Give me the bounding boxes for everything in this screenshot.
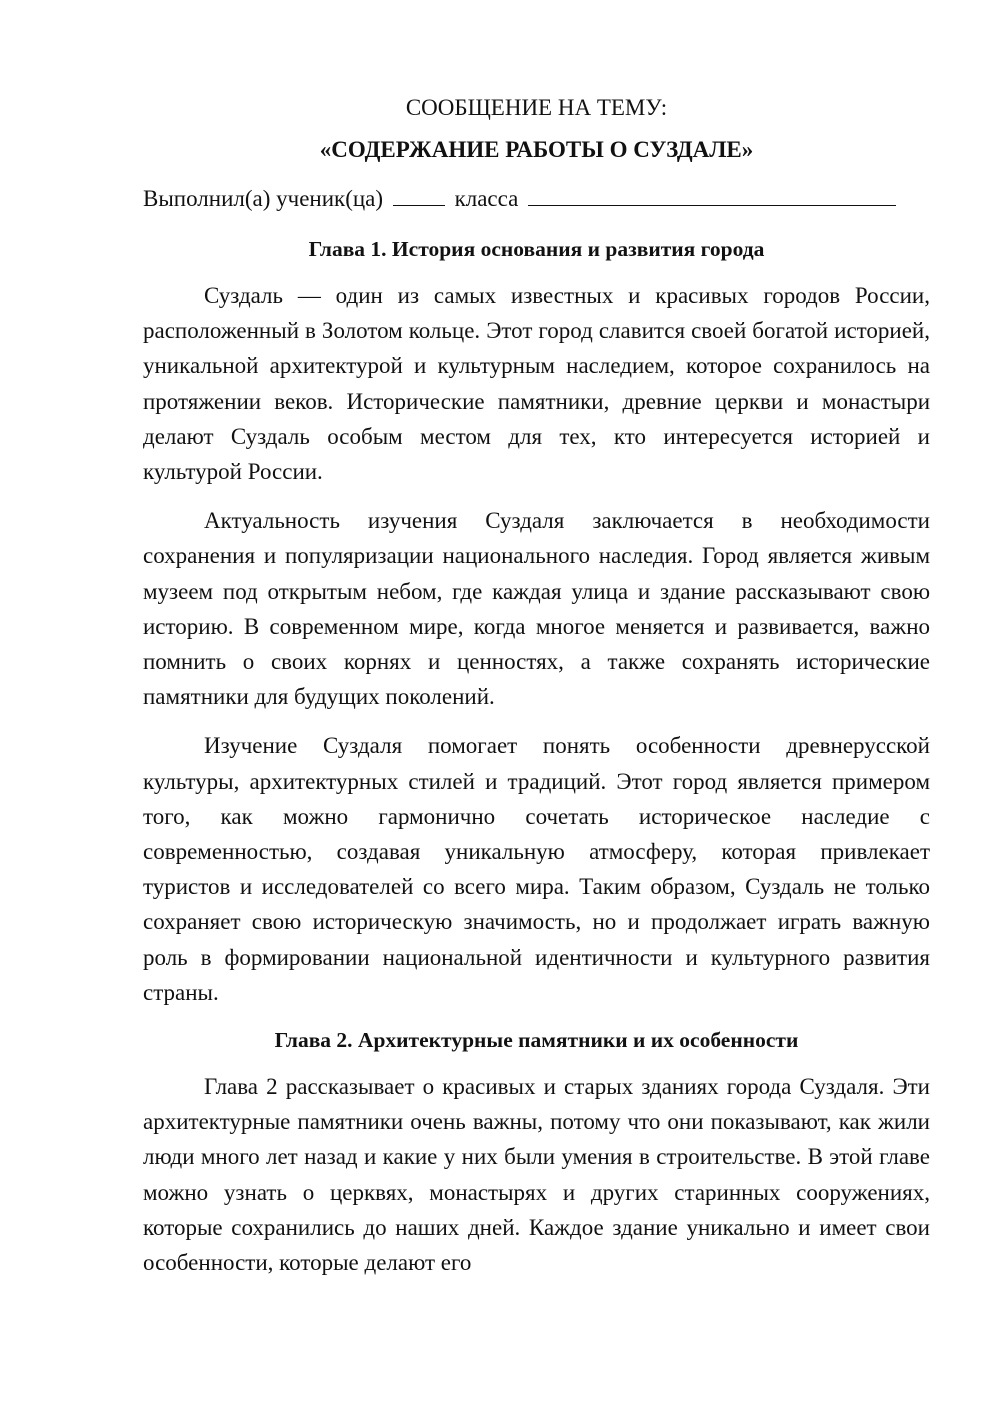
chapter2-paragraph: Глава 2 рассказывает о красивых и старых зданиях города Суздаля. Эти архитектурные памятники очень важны, потому что они показывают, как жили люди много лет назад и какие у них были умения в строительстве. В этой главе можно узнать о церквях, монастырях и других старинных сооружениях, которые сохранились до наших дней. Каждое здание уникально и имеет свои особенности, которые делают его xyxy=(143,1074,930,1276)
author-sign-prefix: Выполнил(а) ученик(ца) xyxy=(143,186,384,211)
chapter2-heading: Глава 2. Архитектурные памятники и их особенности xyxy=(274,1028,799,1053)
document-title-line2: «СОДЕРЖАНИЕ РАБОТЫ О СУЗДАЛЕ» xyxy=(319,137,754,162)
chapter1-paragraph: Суздаль — один из самых известных и красивых городов России, расположенный в Золотом кольце. Этот город славится своей богатой историей, уникальной архитектурой и культурным наследием, которое сохранилось на протяжении веков. Исторические памятники, древние церкви и монастыри делают Суздаль особым местом для тех, кто интересуется историей и культурой России. xyxy=(143,283,930,485)
grade-blank xyxy=(393,183,445,206)
name-blank xyxy=(528,183,896,206)
chapter1-heading: Глава 1. История основания и развития города xyxy=(308,237,765,261)
author-sign-line xyxy=(143,183,930,215)
document-title-line1: СООБЩЕНИЕ НА ТЕМУ: xyxy=(405,95,668,120)
author-sign-class-label: класса xyxy=(454,186,519,211)
chapter1-paragraph: Актуальность изучения Суздаля заключается в необходимости сохранения и популяризации национального наследия. Город является живым музеем под открытым небом, где каждая улица и здание рассказывают свою историю. В современном мире, когда многое меняется и развивается, важно помнить о своих корнях и ценностях, а также сохранять исторические памятники для будущих поколений. xyxy=(143,508,930,710)
chapter1-paragraph: Изучение Суздаля помогает понять особенности древнерусской культуры, архитектурных стилей и традиций. Этот город является примером того, как можно гармонично сочетать историческое наследие с современностью, создавая уникальную атмосферу, которая привлекает туристов и исследователей со всего мира. Таким образом, Суздаль не только сохраняет свою историческую значимость, но и продолжает играть важную роль в формировании национальной идентичности и культурного развития страны. xyxy=(143,733,930,1005)
